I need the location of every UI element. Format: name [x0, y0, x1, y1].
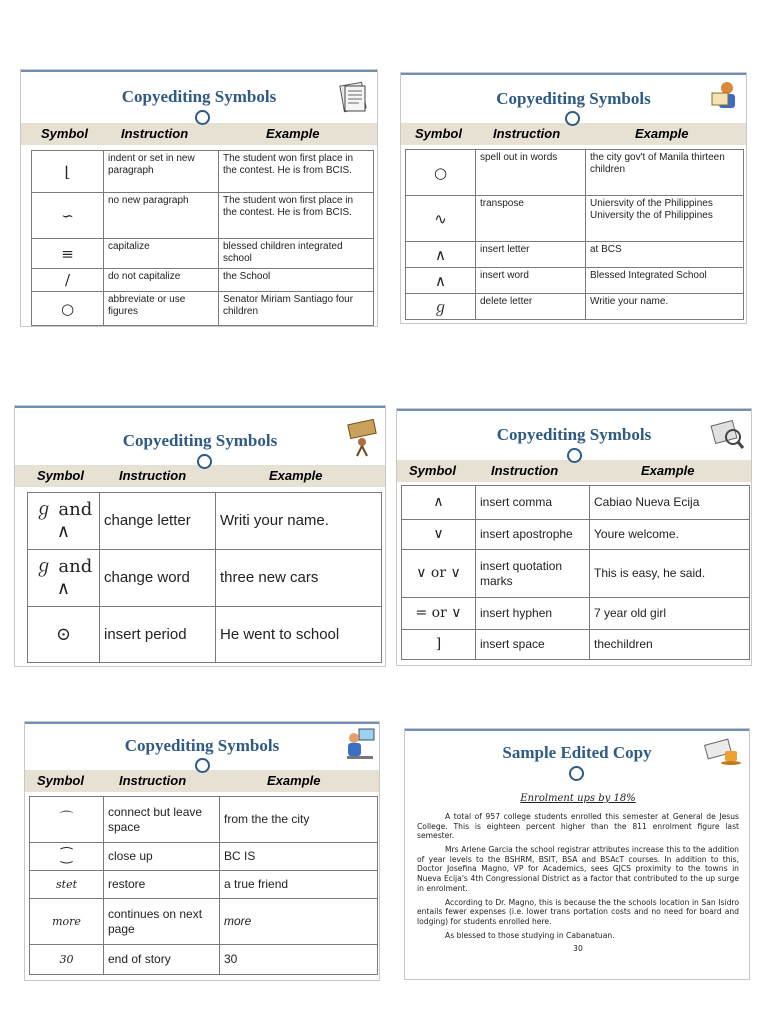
instruction-cell: continues on next page	[104, 899, 220, 945]
symbol-cell: = or ∨	[402, 598, 476, 630]
symbol-cell: ∧	[406, 268, 476, 294]
table-row	[406, 196, 744, 242]
instruction-cell: spell out in words	[476, 150, 586, 196]
table-row	[402, 486, 750, 520]
slide-top-rule	[401, 73, 746, 75]
sign-holder-icon	[345, 418, 379, 458]
slide-top-rule	[15, 406, 385, 408]
col-header-symbol: Symbol	[41, 126, 88, 141]
example-cell: This is easy, he said.	[590, 550, 750, 598]
table-row	[406, 242, 744, 268]
instruction-cell: insert comma	[476, 486, 590, 520]
slide-top-rule	[25, 722, 379, 724]
table-row	[30, 843, 378, 871]
instruction-cell: insert word	[476, 268, 586, 294]
symbol-cell: ]	[402, 630, 476, 660]
slide-title: Copyediting Symbols	[496, 425, 652, 444]
col-header-instruction: Instruction	[119, 468, 187, 483]
example-cell: Writi your name.	[216, 493, 382, 550]
slide-title: Copyediting Symbols	[121, 87, 277, 106]
example-cell: He went to school	[216, 607, 382, 663]
table-row	[402, 630, 750, 660]
table-row	[32, 292, 374, 326]
title-circle	[195, 758, 210, 773]
slide-copyediting-3	[14, 405, 386, 667]
edited-copy-document	[417, 793, 739, 958]
title-circle	[567, 448, 582, 463]
symbols-table	[405, 149, 744, 320]
table-row	[32, 151, 374, 193]
example-cell: the School	[219, 269, 374, 292]
example-cell: more	[220, 899, 378, 945]
example-cell: 7 year old girl	[590, 598, 750, 630]
example-cell: Blessed Integrated School	[586, 268, 744, 294]
symbol-cell: ○	[32, 292, 104, 326]
instruction-cell: insert hyphen	[476, 598, 590, 630]
table-row	[406, 268, 744, 294]
col-header-instruction: Instruction	[491, 463, 559, 478]
symbol-cell: ≡	[32, 239, 104, 269]
symbols-table	[29, 796, 378, 975]
slide-copyediting-5	[24, 721, 380, 981]
slide-top-rule	[397, 409, 751, 411]
table-row	[402, 598, 750, 630]
reader-icon	[707, 79, 741, 113]
example-cell: from the the city	[220, 797, 378, 843]
slide-copyediting-4	[396, 408, 752, 666]
edited-copy-paragraph: A total of 957 college students enrolled this semester at General de Jesus College. This is eighteen percent higher than the 811 enrolment figure last semester.	[417, 811, 739, 841]
title-circle	[565, 111, 580, 126]
table-row	[402, 550, 750, 598]
slide-copyediting-2	[400, 72, 747, 324]
instruction-cell: insert letter	[476, 242, 586, 268]
title-circle	[197, 454, 212, 469]
example-cell: 30	[220, 945, 378, 975]
newspaper-magnifier-icon	[709, 417, 745, 451]
instruction-cell: insert period	[100, 607, 216, 663]
symbol-cell: ∨	[402, 520, 476, 550]
col-header-example: Example	[267, 773, 321, 788]
example-cell: Cabiao Nueva Ecija	[590, 486, 750, 520]
slide-title: Copyediting Symbols	[496, 89, 651, 108]
instruction-cell: capitalize	[104, 239, 219, 269]
title-circle	[195, 110, 210, 125]
example-cell: at BCS	[586, 242, 744, 268]
instruction-cell: insert quotation marks	[476, 550, 590, 598]
example-cell: a true friend	[220, 871, 378, 899]
symbols-table	[27, 492, 382, 663]
table-row	[406, 294, 744, 320]
example-cell: The student won first place in the contest. He is from BCIS.	[219, 193, 374, 239]
table-row	[30, 797, 378, 843]
slide-sample-edited-copy	[404, 728, 750, 980]
instruction-cell: close up	[104, 843, 220, 871]
symbol-cell: ℊ and ∧	[28, 493, 100, 550]
instruction-cell: end of story	[104, 945, 220, 975]
end-of-story-mark: 30	[573, 944, 583, 954]
symbols-table	[31, 150, 374, 326]
example-cell: three new cars	[216, 550, 382, 607]
table-row	[32, 269, 374, 292]
table-row	[30, 945, 378, 975]
col-header-example: Example	[266, 126, 320, 141]
instruction-cell: change word	[100, 550, 216, 607]
example-cell: Senator Miriam Santiago four children	[219, 292, 374, 326]
instruction-cell: abbreviate or use figures	[104, 292, 219, 326]
symbol-cell: ⊙	[28, 607, 100, 663]
instruction-cell: no new paragraph	[104, 193, 219, 239]
table-row	[28, 550, 382, 607]
symbol-cell: ℊ	[406, 294, 476, 320]
col-header-instruction: Instruction	[493, 126, 561, 141]
table-row	[28, 607, 382, 663]
col-header-symbol: Symbol	[415, 126, 462, 141]
symbol-cell: ⁐	[30, 843, 104, 871]
slide-top-rule	[21, 70, 377, 72]
example-cell: blessed children integrated school	[219, 239, 374, 269]
edited-copy-paragraph: Mrs Arlene Garcia the school registrar attributes increase this to the addition of year levels to the BSHRM, BSIT, BSA and BSAcT courses. In addition to this, Doctor Josefina Magno, VP for Academics, sees GJCS proximity to the towns in Nueva Ecija's 4th Congressional District as a factor that contributed to the up surge in enrolment.	[417, 844, 739, 893]
symbol-cell: more	[30, 899, 104, 945]
instruction-cell: transpose	[476, 196, 586, 242]
example-cell: Uniersvity of the Philippines University the of Philippines	[586, 196, 744, 242]
col-header-symbol: Symbol	[409, 463, 456, 478]
instruction-cell: insert space	[476, 630, 590, 660]
instruction-cell: insert apostrophe	[476, 520, 590, 550]
instruction-cell: do not capitalize	[104, 269, 219, 292]
table-row	[30, 899, 378, 945]
col-header-symbol: Symbol	[37, 773, 84, 788]
instruction-cell: indent or set in new paragraph	[104, 151, 219, 193]
table-row	[406, 150, 744, 196]
newspaper-icon	[337, 80, 371, 114]
col-header-example: Example	[641, 463, 695, 478]
symbol-cell: 30	[30, 945, 104, 975]
symbol-cell: ∧	[402, 486, 476, 520]
table-row	[402, 520, 750, 550]
slide-copyediting-1	[20, 69, 378, 327]
col-header-example: Example	[635, 126, 689, 141]
instruction-cell: restore	[104, 871, 220, 899]
instruction-cell: delete letter	[476, 294, 586, 320]
table-row	[32, 239, 374, 269]
slide-title: Copyediting Symbols	[122, 431, 278, 450]
example-cell: Youre welcome.	[590, 520, 750, 550]
edited-copy-paragraph: According to Dr. Magno, this is because the the schools location in San Isidro entails fewer expenses (i.e. lower trans portation costs and no need for board and lodging) for students enrolled here.	[417, 897, 739, 926]
edited-copy-headline: Enrolment ups by 18%	[520, 793, 636, 804]
symbol-cell: ∿	[406, 196, 476, 242]
newspaper-coffee-icon	[703, 737, 743, 767]
symbol-cell: /	[32, 269, 104, 292]
example-cell: Writie your name.	[586, 294, 744, 320]
slide-title: Copyediting Symbols	[124, 736, 280, 755]
table-row	[30, 871, 378, 899]
symbol-cell: ⌊	[32, 151, 104, 193]
symbols-table	[401, 485, 750, 660]
symbol-cell: ○	[406, 150, 476, 196]
col-header-example: Example	[269, 468, 323, 483]
edited-copy-paragraph: As blessed to those studying in Cabanatuan.	[445, 930, 615, 940]
instruction-cell: connect but leave space	[104, 797, 220, 843]
instruction-cell: change letter	[100, 493, 216, 550]
title-circle	[569, 766, 584, 781]
table-row	[32, 193, 374, 239]
symbol-cell: ∨ or ∨	[402, 550, 476, 598]
symbol-cell: ℊ and ∧	[28, 550, 100, 607]
computer-user-icon	[343, 726, 377, 762]
symbol-cell: ∽	[32, 193, 104, 239]
example-cell: the city gov't of Manila thirteen children	[586, 150, 744, 196]
symbol-cell: stet	[30, 871, 104, 899]
col-header-instruction: Instruction	[121, 126, 189, 141]
symbol-cell: ⌒	[30, 797, 104, 843]
example-cell: BC IS	[220, 843, 378, 871]
col-header-symbol: Symbol	[37, 468, 84, 483]
symbol-cell: ∧	[406, 242, 476, 268]
slide-top-rule	[405, 729, 749, 731]
slide-title: Sample Edited Copy	[502, 743, 652, 762]
example-cell: The student won first place in the contest. He is from BCIS.	[219, 151, 374, 193]
col-header-instruction: Instruction	[119, 773, 187, 788]
example-cell: thechildren	[590, 630, 750, 660]
table-row	[28, 493, 382, 550]
